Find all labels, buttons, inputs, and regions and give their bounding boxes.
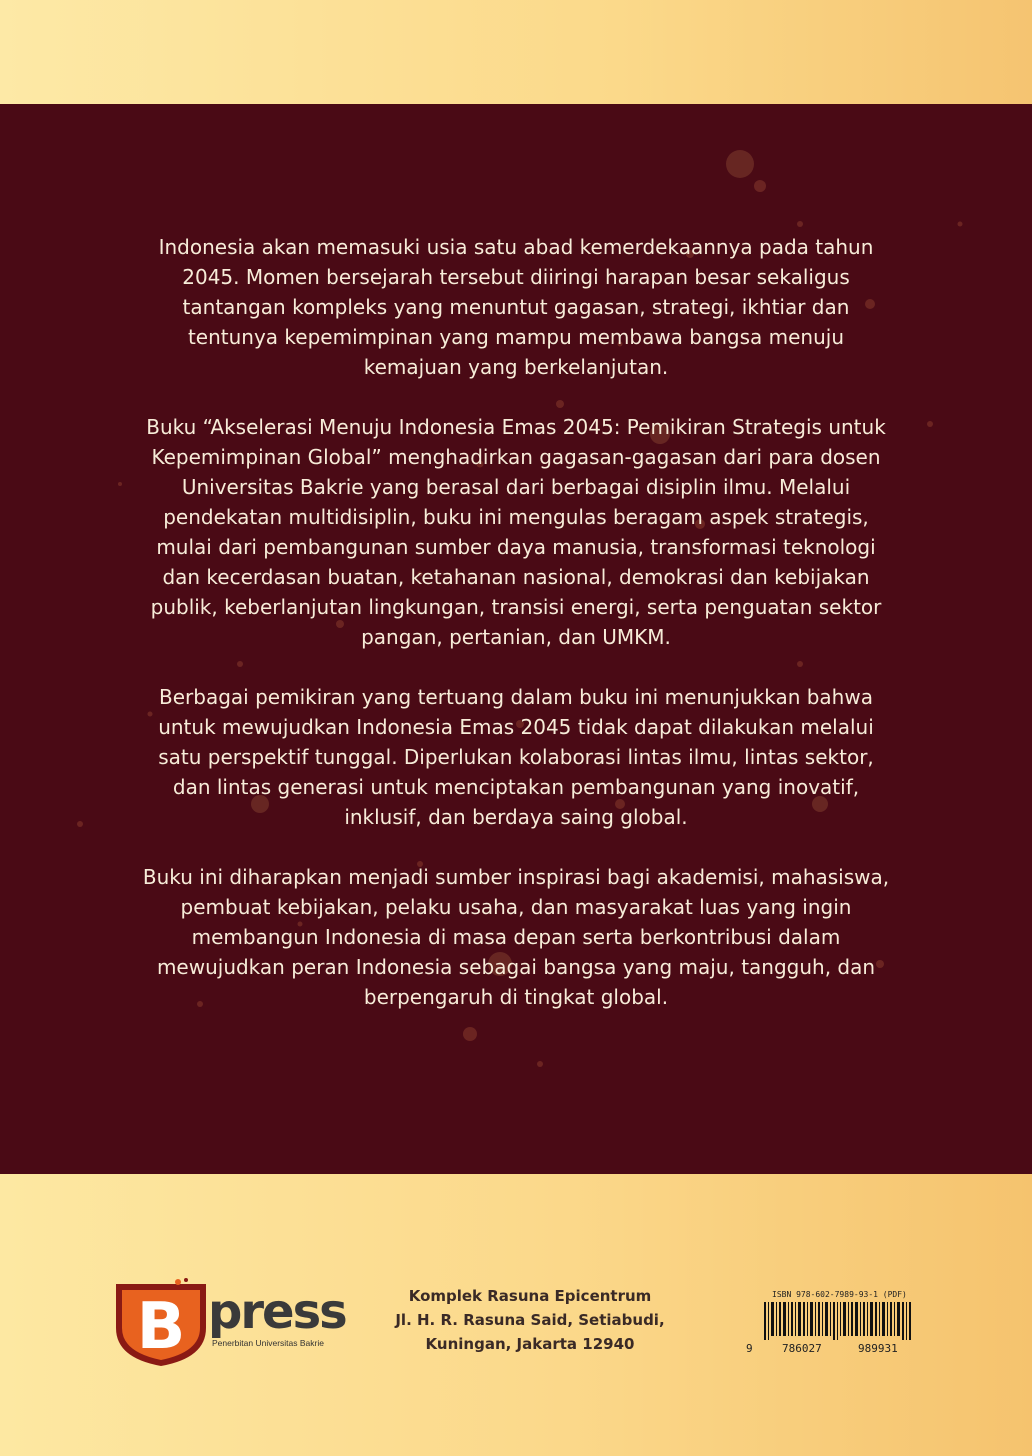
- barcode-digit-first: 9: [746, 1342, 753, 1355]
- bpress-logo: [112, 1278, 352, 1370]
- barcode-digits-right: 989931: [858, 1342, 898, 1355]
- synopsis-paragraph-1: Indonesia akan memasuki usia satu abad kemerdekaannya pada tahun 2045. Momen bersejarah tersebut diiringi harapan besar sekaligus tantangan kompleks yang menuntut gagasan, strategi, ikhtiar dan tentunya kepemimpinan yang mampu membawa bangsa menuju kemajuan yang berkelanjutan.: [158, 235, 874, 379]
- logo-letter: B: [136, 1290, 186, 1364]
- shield-icon: [112, 1278, 210, 1368]
- address-line-2: Jl. H. R. Rasuna Said, Setiabudi,: [395, 1311, 665, 1329]
- synopsis-paragraph-4: Buku ini diharapkan menjadi sumber inspirasi bagi akademisi, mahasiswa, pembuat kebijakan, pelaku usaha, dan masyarakat luas yang ingin membangun Indonesia di masa depan serta berkontribusi dalam mewujudkan peran Indonesia sebagai bangsa yang maju, tangguh, dan berpengaruh di tingkat global.: [142, 865, 890, 1009]
- barcode-digits-left: 786027: [782, 1342, 822, 1355]
- logo-wordmark: press: [208, 1284, 346, 1340]
- isbn-barcode: [742, 1290, 932, 1360]
- synopsis-paragraph-3: Berbagai pemikiran yang tertuang dalam buku ini menunjukkan bahwa untuk mewujudkan Indonesia Emas 2045 tidak dapat dilakukan melalui satu perspektif tunggal. Diperlukan kolaborasi lintas ilmu, lintas sektor, dan lintas generasi untuk menciptakan pembangunan yang inovatif, inklusif, dan berdaya saing global.: [158, 685, 874, 829]
- publisher-address: [392, 1284, 668, 1356]
- logo-subtitle: Penerbitan Universitas Bakrie: [212, 1338, 324, 1348]
- address-line-3: Kuningan, Jakarta 12940: [425, 1335, 635, 1353]
- top-gold-band: [0, 0, 1032, 104]
- synopsis-text: [140, 232, 892, 1042]
- isbn-label: ISBN 978-602-7989-93-1 (PDF): [772, 1290, 907, 1299]
- synopsis-paragraph-2: Buku “Akselerasi Menuju Indonesia Emas 2045: Pemikiran Strategis untuk Kepemimpinan Global” menghadirkan gagasan-gagasan dari para dosen Universitas Bakrie yang berasal dari berbagai disiplin ilmu. Melalui pendekatan multidisiplin, buku ini mengulas beragam aspek strategis, mulai dari pembangunan sumber daya manusia, transformasi teknologi dan kecerdasan buatan, ketahanan nasional, demokrasi dan kebijakan publik, keberlanjutan lingkungan, transisi energi, serta penguatan sektor pangan, pertanian, dan UMKM.: [146, 415, 886, 649]
- back-cover-panel: [0, 104, 1032, 1174]
- address-line-1: Komplek Rasuna Epicentrum: [408, 1287, 652, 1305]
- barcode-icon: [762, 1302, 922, 1340]
